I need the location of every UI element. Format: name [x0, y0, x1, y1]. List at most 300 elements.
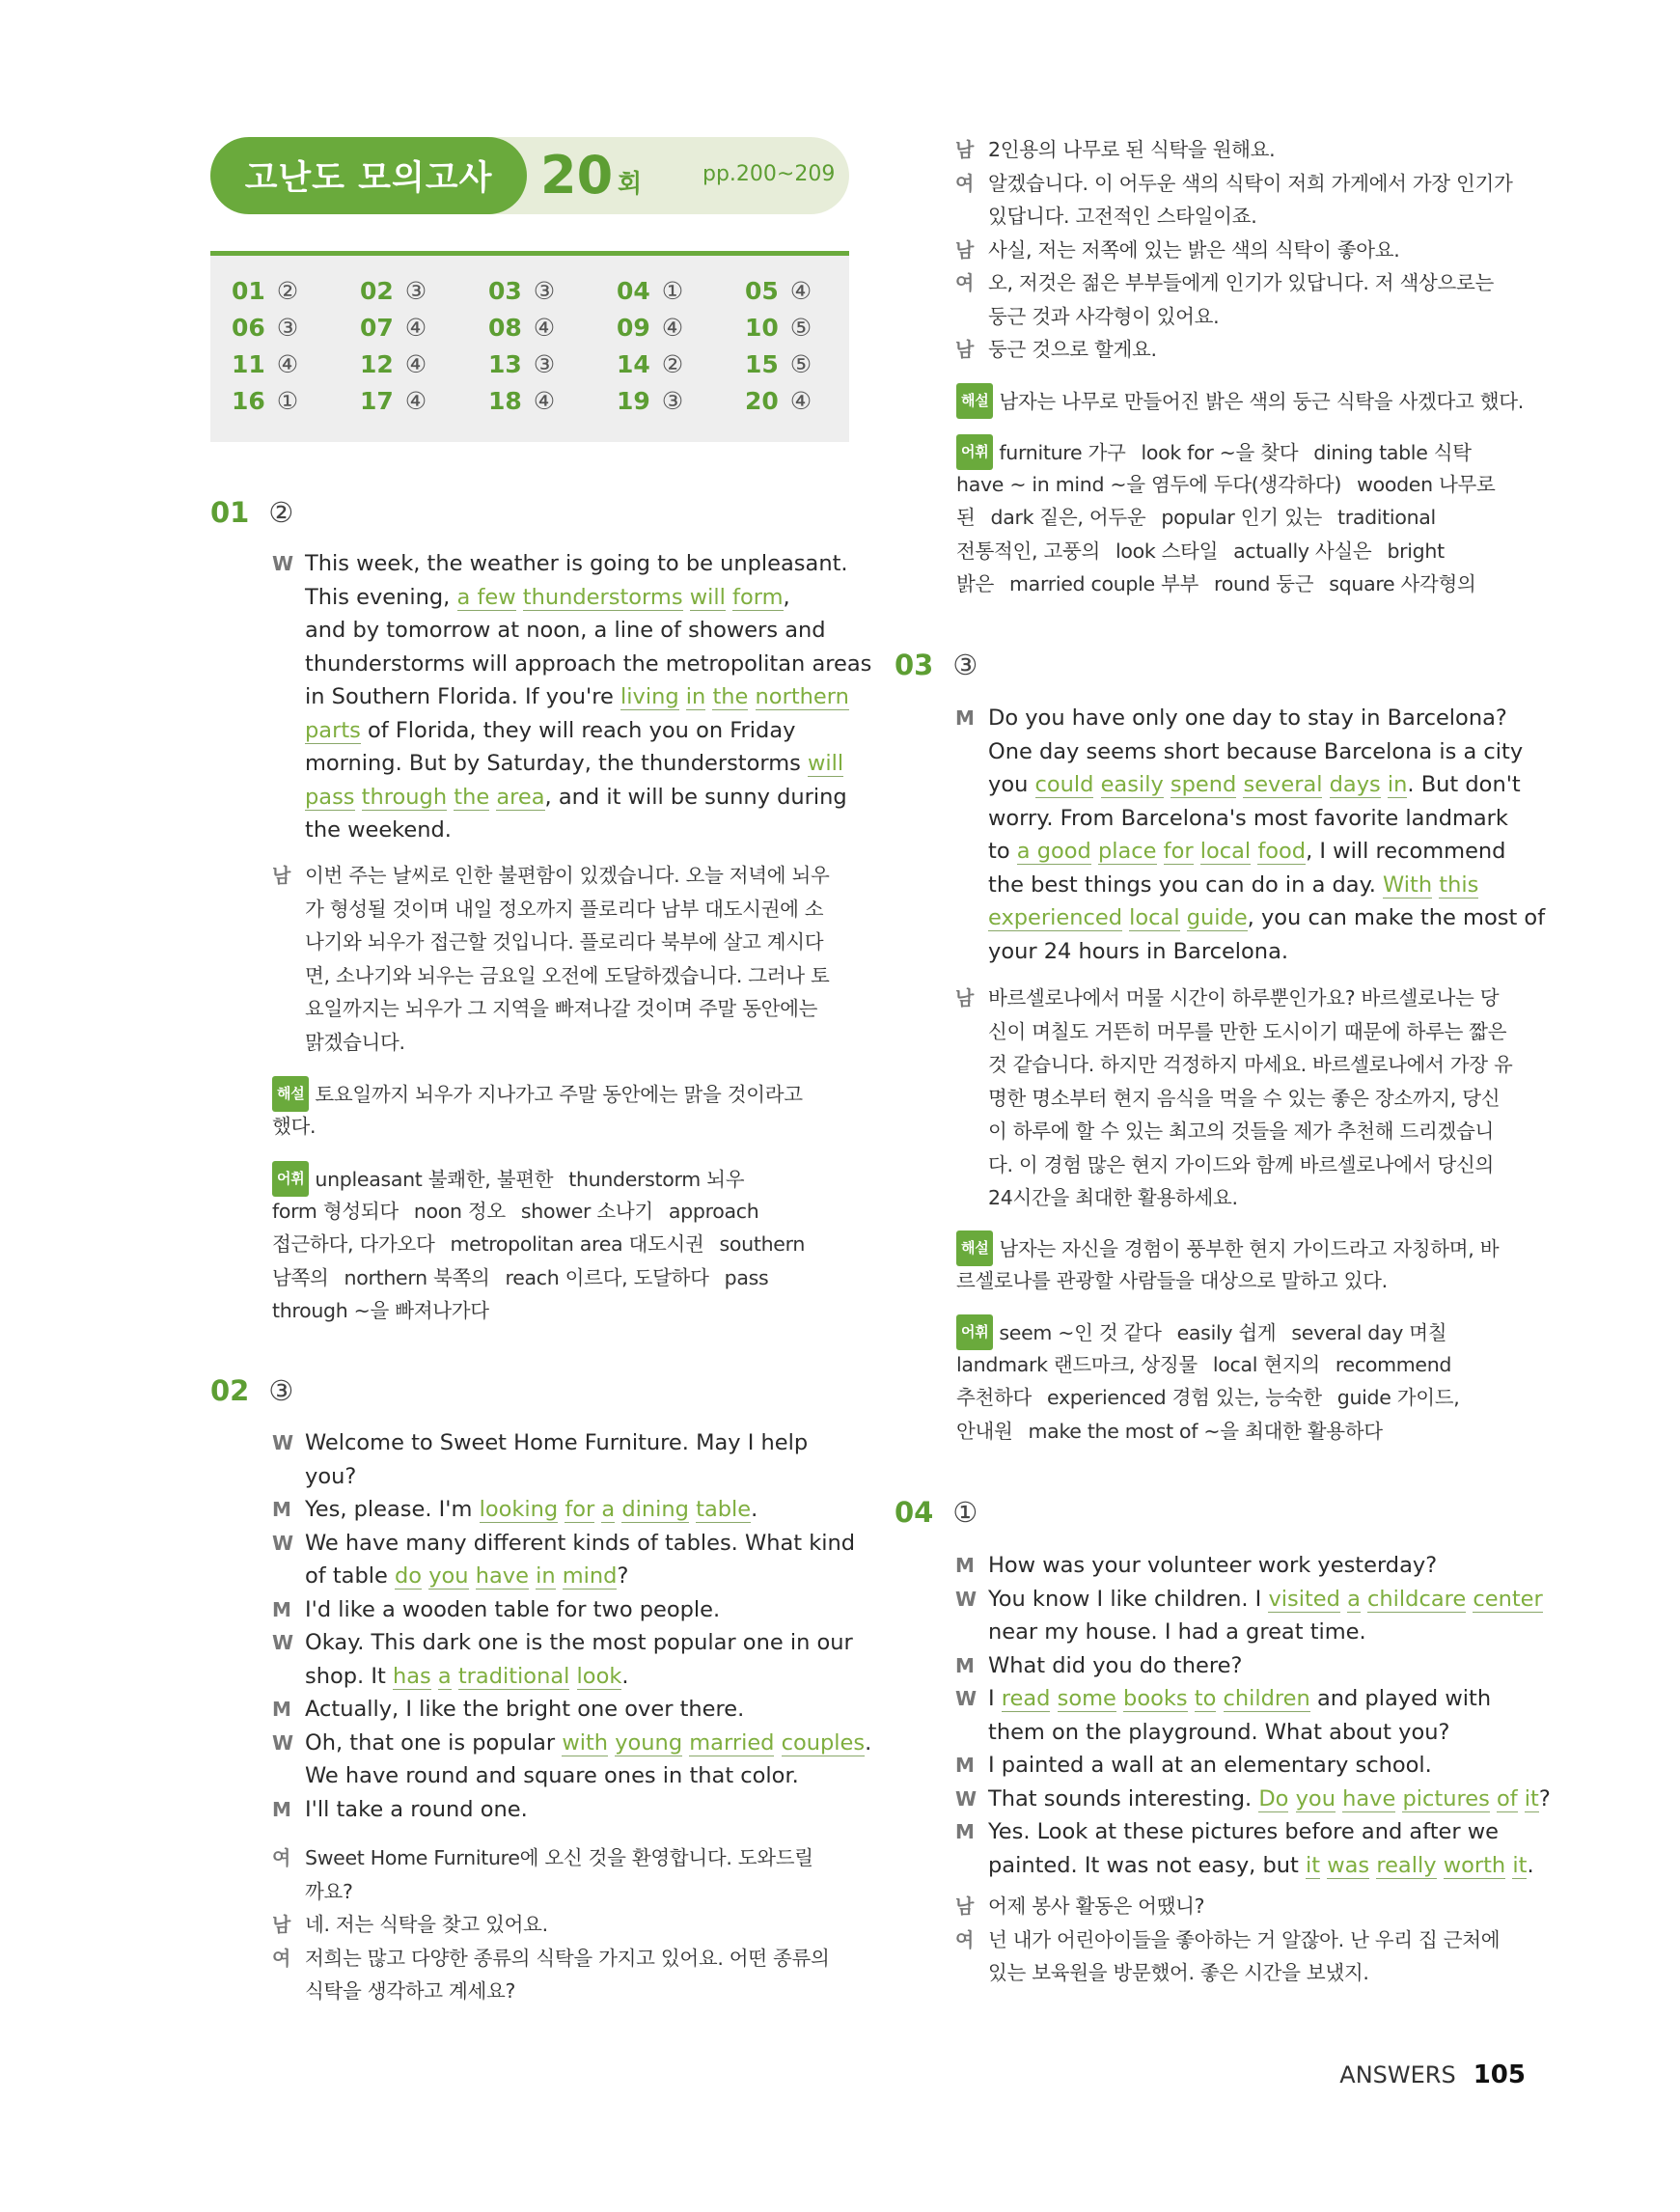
question-heading [895, 649, 978, 681]
speaker-label: 남 [955, 986, 975, 1009]
line-text: pass through the area, and it will be sunny during [305, 784, 847, 810]
translation-line [272, 1841, 813, 1875]
dictation-blank: it [1306, 1852, 1321, 1878]
speaker-label: 남 [955, 1894, 975, 1918]
answer-choice: ③ [276, 314, 299, 342]
translation-line [272, 1908, 548, 1942]
answer-choice: ④ [789, 277, 812, 305]
dictation-blank: local [1199, 839, 1252, 864]
question-number: 03 [895, 649, 934, 681]
script-line [272, 1527, 855, 1561]
script-line [955, 735, 1523, 769]
script-line [955, 835, 1505, 869]
explanation-line [272, 1076, 803, 1112]
vocab-item: northern 북쪽의 [344, 1265, 490, 1289]
dictation-blank: this [1439, 871, 1479, 898]
vocab-line [956, 1314, 1446, 1350]
script-line [272, 648, 871, 681]
vocab-line [272, 1161, 744, 1197]
translation-line [955, 133, 1275, 167]
dictation-blank: visited [1268, 1586, 1340, 1612]
answer-key-item [232, 277, 298, 305]
dictation-blank: it [1512, 1852, 1528, 1878]
translation-line [955, 300, 1219, 334]
question-number: 15 [745, 350, 779, 378]
answer-key-item [360, 314, 427, 342]
dictation-blank: has [392, 1663, 431, 1689]
answer-choice: ⑤ [789, 350, 812, 378]
vocab-line [272, 1228, 805, 1261]
vocab-item: make the most of ~을 최대한 활용하다 [1028, 1419, 1383, 1443]
script-line [272, 581, 790, 615]
dictation-blank: table [696, 1497, 752, 1522]
speaker-label: M [955, 1554, 975, 1577]
test-title: 고난도 모의고사 [210, 137, 527, 214]
dictation-blank: you [1295, 1785, 1336, 1811]
translation-line [955, 333, 1157, 367]
vocab-item: unpleasant 불쾌한, 불편한 [315, 1168, 554, 1191]
vocab-item: look for ~을 찾다 [1141, 441, 1299, 464]
question-number: 16 [232, 387, 265, 415]
line-text: and by tomorrow at noon, a line of showers and [305, 618, 826, 643]
dictation-blank: spend [1170, 772, 1237, 797]
speaker-label: W [272, 552, 294, 575]
dictation-blank: of [1496, 1785, 1518, 1811]
answer-choice: ③ [533, 350, 556, 378]
line-text: experienced local guide, you can make the most of [988, 905, 1546, 930]
test-number-suffix: 회 [618, 170, 643, 199]
line-text: 24시간을 최대한 활용하세요. [988, 1186, 1238, 1209]
dictation-blank: do [394, 1563, 423, 1589]
answer-key-item [488, 350, 555, 378]
explanation-line [956, 1230, 1499, 1266]
answer-key-item [617, 314, 683, 342]
line-text: you could easily spend several days in. But don't [988, 772, 1521, 797]
translation-line [955, 1956, 1369, 1990]
line-text: 이 하루에 할 수 있는 최고의 것들을 제가 추천해 드리겠습니 [988, 1120, 1495, 1143]
vocab-item: have ~ in mind ~을 염두에 두다(생각하다) [956, 472, 1342, 496]
dictation-blank: through [361, 784, 448, 810]
speaker-label: 여 [272, 1946, 291, 1970]
answer-key-item [617, 350, 683, 378]
vocab-item: experienced 경험 있는, 능숙한 [1047, 1386, 1322, 1409]
speaker-label: M [955, 1820, 975, 1843]
answer-choice: ④ [661, 314, 684, 342]
script-line [955, 935, 1288, 969]
translation-line [272, 1942, 830, 1976]
dictation-blank: Do [1258, 1785, 1289, 1811]
line-text: 명한 명소부터 현지 음식을 먹을 수 있는 좋은 장소까지, 당신 [988, 1086, 1501, 1110]
translation-line [955, 1181, 1238, 1215]
script-line [272, 547, 848, 581]
answer-key-item [745, 387, 812, 415]
question-number: 19 [617, 387, 650, 415]
dictation-blank: food [1257, 839, 1307, 864]
question-number: 06 [232, 314, 265, 342]
script-line [272, 781, 847, 815]
answer-key-item [617, 277, 683, 305]
dictation-blank: local [1129, 905, 1180, 930]
line-text: 바르셀로나에서 머물 시간이 하루뿐인가요? 바르셀로나는 당 [988, 986, 1500, 1009]
vocab-item: southern [719, 1232, 806, 1256]
dictation-blank: center [1473, 1586, 1543, 1612]
script-line [955, 869, 1478, 902]
answer-choice: ④ [789, 387, 812, 415]
line-text: near my house. I had a great time. [988, 1619, 1366, 1645]
script-line [955, 1716, 1449, 1750]
dictation-blank: traditional [457, 1663, 570, 1689]
explanation-badge: 해설 [272, 1076, 309, 1112]
line-text: 있답니다. 고전적인 스타일이죠. [988, 205, 1257, 228]
translation-line [955, 1115, 1494, 1148]
dictation-blank: will [808, 751, 844, 776]
script-line [955, 1616, 1366, 1649]
script-line [955, 802, 1508, 836]
dictation-blank: books [1123, 1686, 1188, 1711]
vocab-line [956, 567, 1476, 601]
line-text: 것 같습니다. 하지만 걱정하지 마세요. 바르셀로나에서 가장 유 [988, 1053, 1513, 1076]
vocab-item: metropolitan area 대도시권 [450, 1232, 704, 1256]
translation-line [272, 859, 830, 893]
vocab-line [956, 468, 1496, 502]
translation-line [955, 1082, 1500, 1116]
line-text: 이번 주는 날씨로 인한 불편함이 있겠습니다. 오늘 저녁에 뇌우 [305, 864, 830, 887]
answer-key-item [360, 350, 427, 378]
explanation-text: 토요일까지 뇌우가 지나가고 주말 동안에는 맑을 것이라고 [315, 1083, 803, 1106]
line-text: in Southern Florida. If you're living in the northern [305, 684, 849, 709]
line-text: to a good place for local food, I will recommend [988, 839, 1506, 864]
question-heading [210, 496, 293, 529]
script-line [955, 1749, 1432, 1783]
line-text: You know I like children. I visited a childcare center [988, 1586, 1543, 1612]
line-text: 나기와 뇌우가 접근할 것입니다. 플로리다 북부에 살고 계시다 [305, 930, 824, 954]
vocab-line [956, 1348, 1451, 1382]
dictation-blank: northern [755, 684, 849, 709]
dictation-blank: in [1387, 772, 1408, 797]
dictation-blank: really [1376, 1852, 1437, 1878]
answer-key-item [488, 387, 555, 415]
vocab-item: popular 인기 있는 [1161, 506, 1322, 529]
answer-key-item [745, 314, 812, 342]
line-text: This evening, a few thunderstorms will form, [305, 584, 790, 610]
vocab-item: easily 쉽게 [1176, 1321, 1277, 1344]
line-text: We have round and square ones in that color. [305, 1763, 799, 1788]
answer-choice: ③ [661, 387, 684, 415]
script-line [272, 814, 452, 847]
script-line [272, 1460, 356, 1494]
vocab-badge: 어휘 [956, 1314, 993, 1350]
script-line [272, 1593, 720, 1627]
line-text: the weekend. [305, 817, 452, 843]
line-text: I painted a wall at an elementary school. [988, 1753, 1432, 1778]
question-number: 02 [210, 1374, 250, 1407]
line-text: Actually, I like the bright one over there. [305, 1697, 745, 1722]
dictation-blank: pass [305, 784, 355, 810]
answer-choice: ④ [533, 314, 556, 342]
vocab-item: dark 짙은, 어두운 [990, 506, 1146, 529]
vocab-item: 접근하다, 다가오다 [272, 1232, 435, 1256]
dictation-blank: children [1223, 1686, 1310, 1711]
translation-line [955, 167, 1513, 201]
answer-key-item [617, 387, 683, 415]
answer-choice: ① [952, 1496, 978, 1529]
answer-key-item [360, 387, 427, 415]
dictation-blank: the [712, 684, 749, 709]
speaker-label: 남 [955, 237, 975, 262]
dictation-blank: worth [1443, 1852, 1506, 1878]
dictation-blank: could [1034, 772, 1094, 797]
question-number: 01 [210, 496, 250, 529]
question-number: 10 [745, 314, 779, 342]
vocab-item: 전통적인, 고풍의 [956, 539, 1100, 563]
dictation-blank: several [1243, 772, 1323, 797]
translation-line [955, 1048, 1513, 1082]
line-text: I'd like a wooden table for two people. [305, 1596, 721, 1622]
script-line [272, 1560, 628, 1593]
line-text: 저희는 많고 다양한 종류의 식탁을 가지고 있어요. 어떤 종류의 [305, 1946, 830, 1970]
dictation-blank: a [601, 1497, 616, 1522]
speaker-label: M [272, 1698, 291, 1721]
dictation-blank: days [1329, 772, 1381, 797]
explanation-badge: 해설 [956, 383, 993, 419]
dictation-blank: mind [562, 1563, 618, 1589]
dictation-blank: for [1163, 839, 1194, 864]
line-text: 알겠습니다. 이 어두운 색의 식탁이 저희 가게에서 가장 인기가 [988, 171, 1513, 195]
answer-choice: ② [661, 350, 684, 378]
vocab-item: noon 정오 [413, 1199, 506, 1223]
dictation-blank: for [565, 1497, 595, 1522]
line-text: Yes, please. I'm looking for a dining table. [305, 1497, 758, 1522]
answer-choice: ④ [276, 350, 299, 378]
answer-choice: ① [276, 387, 299, 415]
vocab-item: guide 가이드, [1336, 1386, 1460, 1409]
script-line [955, 702, 1507, 735]
vocab-item: form 형성되다 [272, 1199, 399, 1223]
speaker-label: M [955, 1653, 975, 1677]
answer-choice: ③ [533, 277, 556, 305]
vocab-item: pass [724, 1265, 769, 1289]
vocab-line [956, 501, 1436, 535]
question-number: 07 [360, 314, 394, 342]
translation-line [272, 1975, 515, 2008]
dictation-blank: you [428, 1563, 469, 1589]
dictation-blank: the [454, 784, 490, 810]
speaker-label: 여 [955, 171, 975, 195]
line-text: That sounds interesting. Do you have pictures of it? [988, 1785, 1551, 1811]
vocab-line [272, 1195, 758, 1229]
speaker-label: M [272, 1498, 291, 1521]
script-line [272, 714, 795, 748]
vocab-item: 안내원 [956, 1419, 1013, 1443]
answer-key-item [360, 277, 427, 305]
vocab-item: reach 이르다, 도달하다 [505, 1265, 709, 1289]
translation-line [272, 959, 830, 993]
line-text: 면, 소나기와 뇌우는 금요일 오전에 도달하겠습니다. 그러나 토 [305, 963, 830, 987]
line-text: 넌 내가 어린아이들을 좋아하는 거 알잖아. 난 우리 집 근처에 [988, 1927, 1501, 1951]
dictation-blank: young [615, 1729, 683, 1756]
speaker-label: 여 [955, 271, 975, 294]
line-text: 가 형성될 것이며 내일 정오까지 플로리다 남부 대도시권에 소 [305, 897, 824, 921]
explanation-line [272, 1110, 316, 1144]
vocab-item: actually 사실은 [1233, 539, 1372, 563]
dictation-blank: it [1524, 1785, 1539, 1811]
answer-choice: ② [268, 496, 294, 529]
dictation-blank: form [732, 584, 784, 610]
answer-key-item [232, 314, 298, 342]
line-text: Oh, that one is popular with young married couples. [305, 1729, 872, 1756]
dictation-blank: some [1057, 1686, 1116, 1711]
vocab-item: married couple 부부 [1009, 572, 1199, 595]
vocab-item: 추천하다 [956, 1386, 1033, 1409]
line-text: parts of Florida, they will reach you on Friday [305, 717, 796, 743]
line-text: 사실, 저는 저쪽에 있는 밝은 색의 식탁이 좋아요. [988, 237, 1400, 262]
vocab-line [272, 1261, 768, 1295]
script-line [272, 1493, 757, 1527]
vocab-item: look 스타일 [1115, 539, 1219, 563]
line-text: morning. But by Saturday, the thunderstorms will [305, 751, 844, 776]
vocab-item: square 사각형의 [1329, 572, 1476, 595]
line-text: Do you have only one day to stay in Barcelona? [988, 705, 1507, 731]
page-footer [1339, 2060, 1526, 2089]
page-range: pp.200~209 [702, 162, 836, 186]
translation-line [272, 1875, 353, 1909]
question-number: 17 [360, 387, 394, 415]
translation-line [272, 926, 823, 959]
script-line [272, 680, 849, 714]
line-text: the best things you can do in a day. With this [988, 871, 1479, 898]
line-text: 2인용의 나무로 된 식탁을 원해요. [988, 138, 1276, 161]
line-text: you? [305, 1463, 357, 1489]
dictation-blank: area [496, 784, 545, 810]
line-text: 요일까지는 뇌우가 그 지역을 빠져나갈 것이며 주말 동안에는 [305, 997, 818, 1020]
dictation-blank: pictures [1402, 1785, 1490, 1811]
script-line [955, 1649, 1242, 1683]
dictation-blank: living [620, 684, 679, 709]
line-text: 식탁을 생각하고 계세요? [305, 1979, 516, 2003]
vocab-item: round 둥근 [1214, 572, 1314, 595]
translation-line [272, 1026, 405, 1060]
line-text: I read some books to children and played with [988, 1686, 1492, 1711]
answer-choice: ④ [404, 350, 427, 378]
dictation-blank: to [1194, 1686, 1217, 1711]
question-number: 01 [232, 277, 265, 305]
speaker-label: 남 [955, 338, 975, 361]
line-text: painted. It was not easy, but it was really worth it. [988, 1852, 1534, 1878]
translation-line [955, 982, 1499, 1015]
vocab-item: 남쪽의 [272, 1265, 329, 1289]
translation-line [955, 266, 1494, 300]
line-text: We have many different kinds of tables. What kind [305, 1530, 856, 1556]
vocab-item: 밝은 [956, 572, 995, 595]
script-line [272, 1626, 853, 1660]
script-line [955, 768, 1521, 802]
vocab-line [956, 1415, 1383, 1449]
dictation-blank: a [437, 1663, 452, 1689]
line-text: shop. It has a traditional look. [305, 1663, 629, 1689]
line-text: This week, the weather is going to be unpleasant. [305, 551, 848, 576]
speaker-label: W [272, 1730, 294, 1755]
vocab-item: 된 [956, 506, 976, 529]
line-text: 까요? [305, 1879, 353, 1903]
speaker-label: W [272, 1531, 294, 1555]
speaker-label: M [955, 1754, 975, 1777]
vocab-line [956, 1381, 1460, 1415]
answer-key-item [745, 350, 812, 378]
explanation-text: 르셀로나를 관광할 사람들을 대상으로 말하고 있다. [956, 1268, 1388, 1292]
question-heading [210, 1374, 293, 1407]
line-text: Yes. Look at these pictures before and after we [988, 1819, 1500, 1844]
question-number: 04 [895, 1496, 934, 1529]
line-text: 네. 저는 식탁을 찾고 있어요. [305, 1913, 548, 1936]
dictation-blank: couples [781, 1729, 866, 1756]
dictation-blank: easily [1100, 772, 1164, 797]
dictation-blank: a good [1016, 839, 1091, 864]
dictation-blank: look [576, 1663, 622, 1689]
explanation-text: 남자는 자신을 경험이 풍부한 현지 가이드라고 자칭하며, 바 [999, 1237, 1500, 1260]
dictation-blank: with [562, 1729, 609, 1756]
question-heading [895, 1496, 978, 1529]
answer-choice: ④ [404, 387, 427, 415]
answer-key-item [488, 314, 555, 342]
vocab-item: through ~을 빠져나가다 [272, 1299, 489, 1322]
dictation-blank: will [689, 584, 726, 610]
vocab-item: bright [1387, 539, 1445, 563]
translation-line [955, 200, 1256, 234]
script-line [272, 747, 843, 781]
line-text: thunderstorms will approach the metropolitan areas [305, 650, 872, 677]
script-line [272, 1660, 629, 1694]
page-number: 105 [1473, 2060, 1526, 2089]
question-number: 12 [360, 350, 394, 378]
vocab-item: seem ~인 것 같다 [999, 1321, 1162, 1344]
script-line [272, 1759, 799, 1793]
speaker-label: W [955, 1786, 978, 1811]
line-text: 맑겠습니다. [305, 1030, 405, 1054]
dictation-blank: With [1383, 871, 1433, 898]
dictation-blank: guide [1186, 905, 1248, 930]
vocab-badge: 어휘 [272, 1161, 309, 1197]
question-number: 14 [617, 350, 650, 378]
vocab-line [956, 434, 1472, 470]
answer-key-item [745, 277, 812, 305]
line-text: 다. 이 경험 많은 현지 가이드와 함께 바르셀로나에서 당신의 [988, 1152, 1495, 1176]
dictation-blank: dining [621, 1497, 689, 1522]
speaker-label: W [272, 1431, 294, 1454]
question-number: 08 [488, 314, 522, 342]
answer-choice: ③ [952, 649, 978, 681]
explanation-line [956, 383, 1524, 419]
translation-line [955, 1015, 1506, 1049]
speaker-label: 여 [272, 1846, 291, 1869]
dictation-blank: a [1347, 1586, 1361, 1612]
answer-key-item [488, 277, 555, 305]
dictation-blank: childcare [1367, 1586, 1467, 1612]
footer-label: ANSWERS [1339, 2061, 1456, 2088]
line-text: your 24 hours in Barcelona. [988, 938, 1289, 964]
question-number: 13 [488, 350, 522, 378]
script-line [272, 614, 826, 648]
translation-line [272, 992, 817, 1026]
explanation-badge: 해설 [956, 1230, 993, 1266]
question-number: 02 [360, 277, 394, 305]
script-line [955, 1783, 1551, 1816]
script-line [955, 1815, 1499, 1849]
speaker-label: M [955, 706, 975, 730]
answer-choice: ② [276, 277, 299, 305]
dictation-blank: a few [456, 584, 516, 610]
line-text: worry. From Barcelona's most favorite landmark [988, 805, 1508, 831]
question-number: 05 [745, 277, 779, 305]
